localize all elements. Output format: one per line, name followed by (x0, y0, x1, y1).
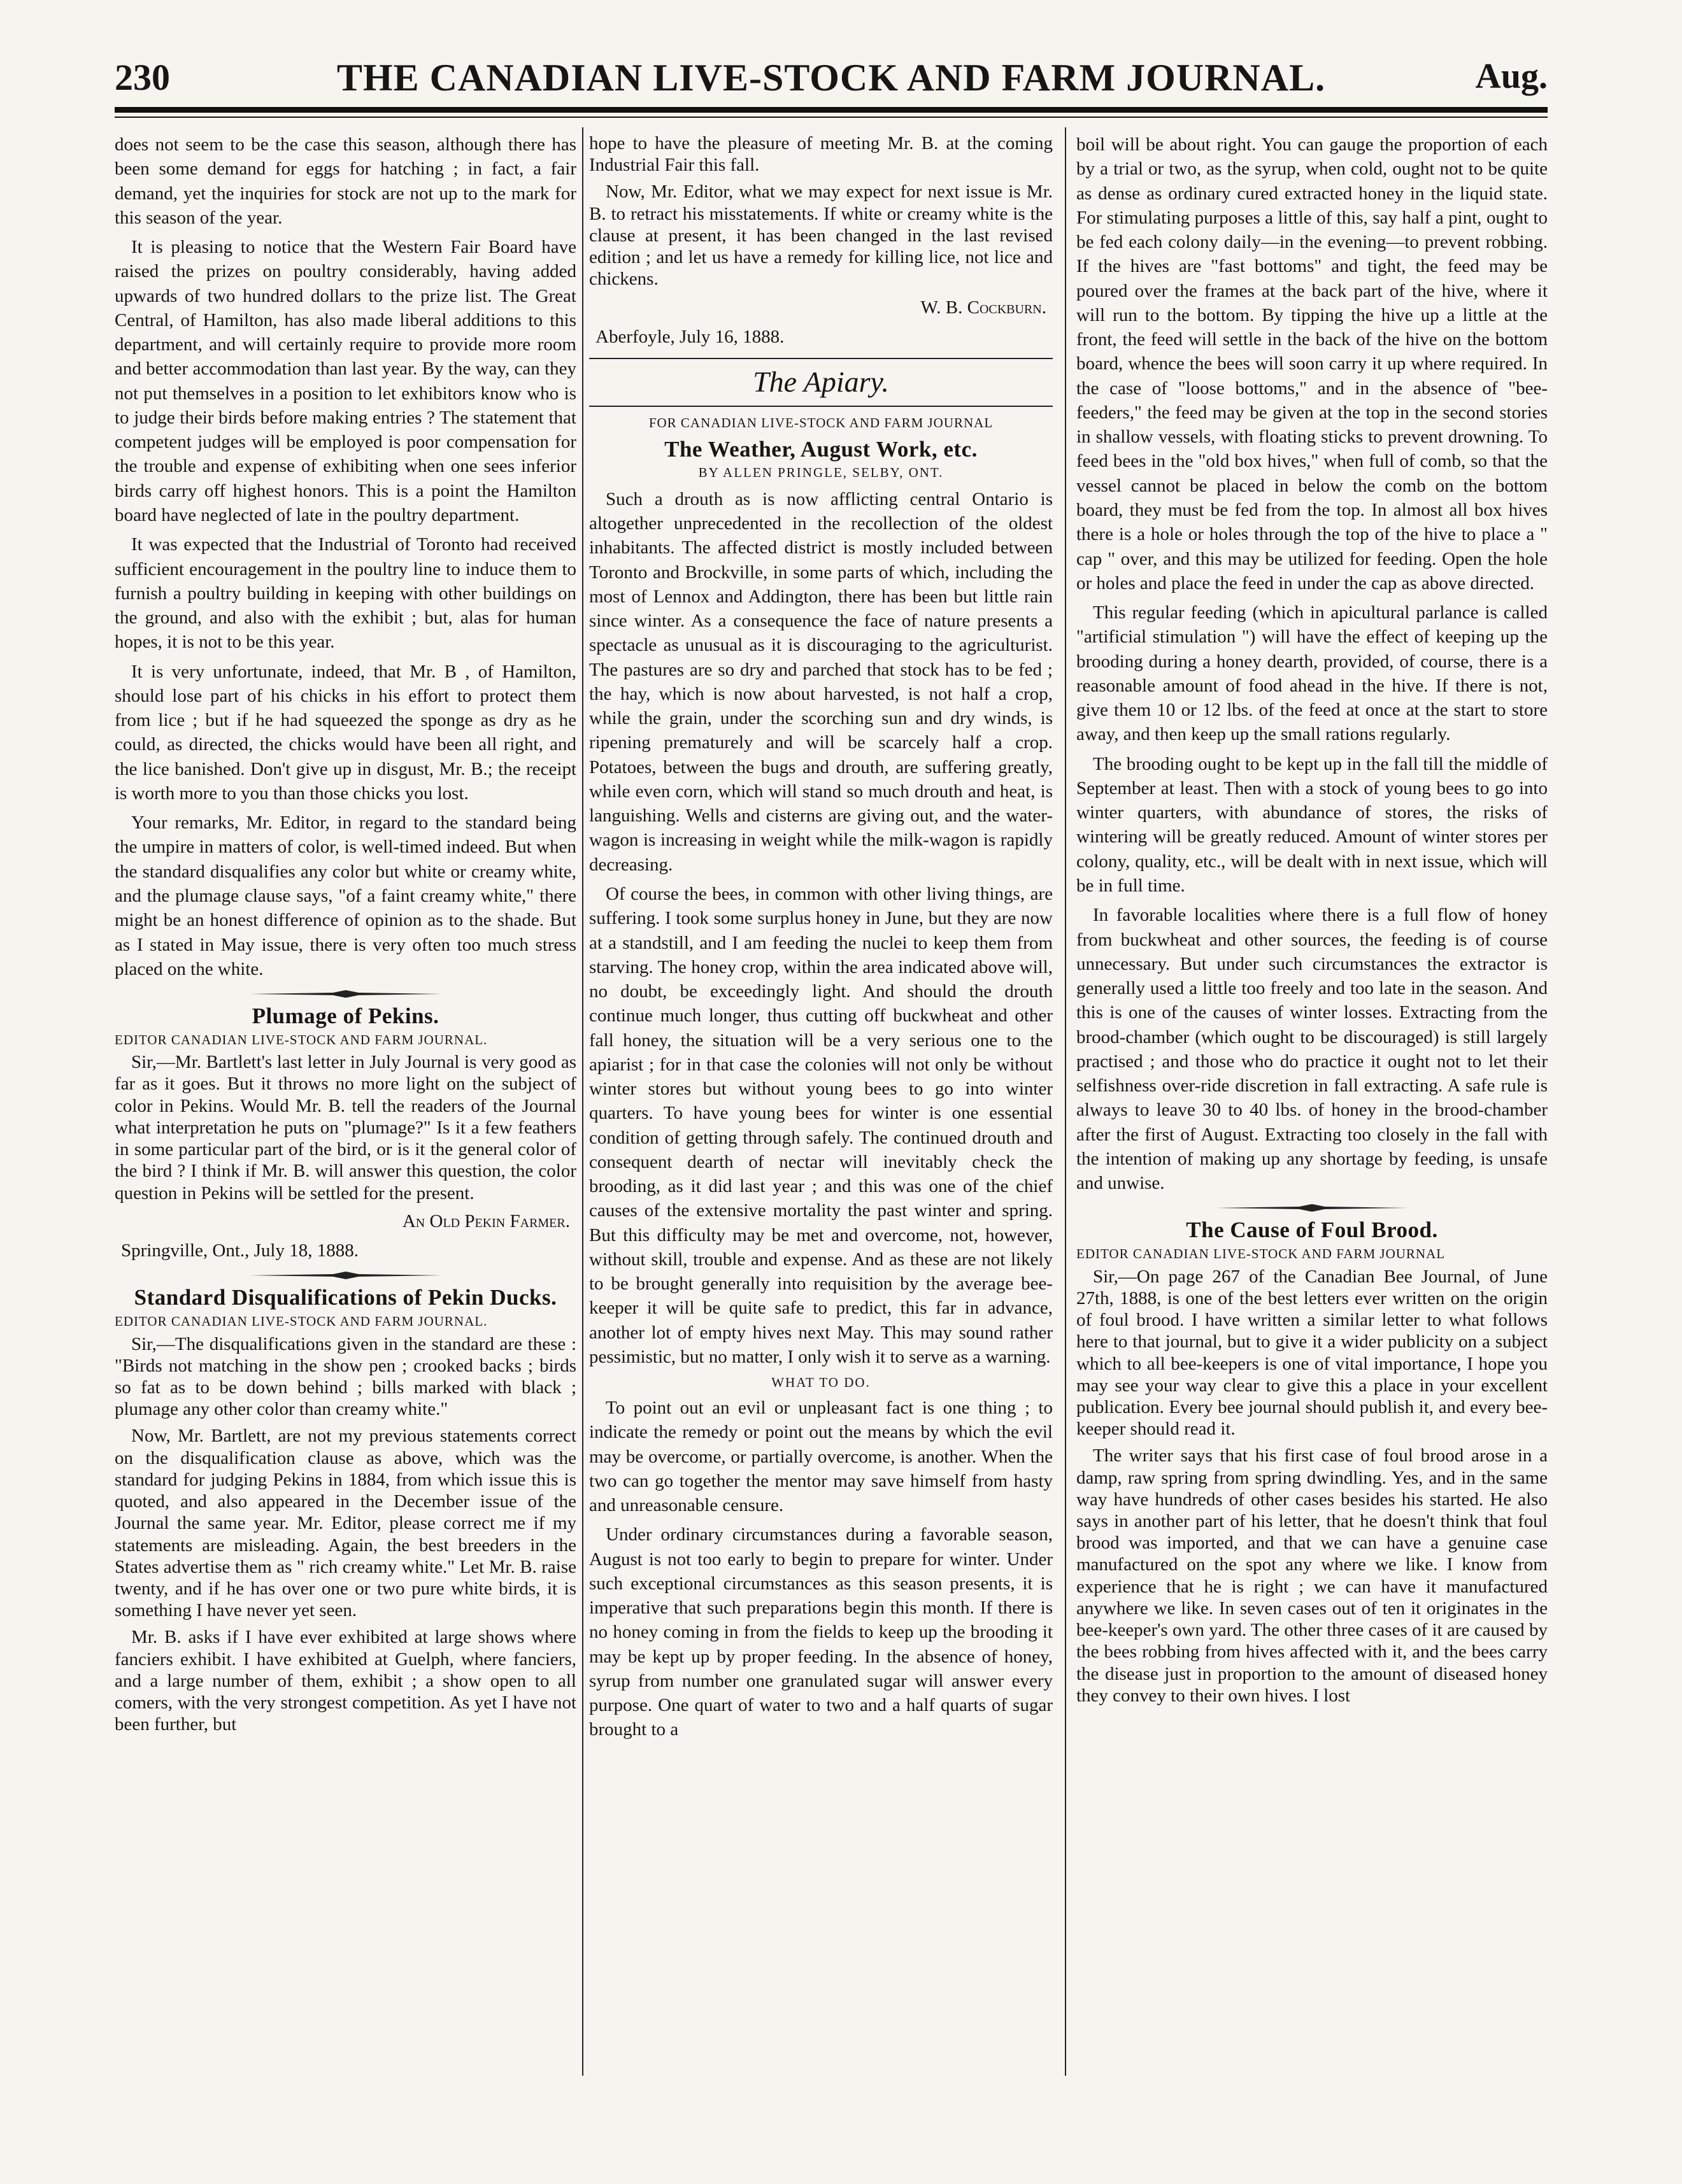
paragraph: In favorable localities where there is a full flow of honey from buckwheat and other sources, the feeding is of course unnecessary. But under such circumstances the extractor is generally used a little too freely and too late in the season. And this is one of the causes of winter losses. Extracting from the brood-chamber (which ought to be discouraged) is still largely practised ; and those who do practice it ought not to let their selfishness over-ride discretion in fall extracting. A safe rule is always to leave 30 to 40 lbs. of honey in the brood-chamber after the first of August. Extracting too closely in the fall with the intention of making up any shortage by feeding, is unsafe and unwise. (1076, 905, 1548, 1194)
signature: W. B. Cockburn. (920, 297, 1046, 318)
byline: BY ALLEN PRINGLE, SELBY, ONT. (698, 465, 944, 480)
letter-paragraph: Now, Mr. Bartlett, are not my previous statements correct on the disqualification clause as above, which was the standard for judging Pekins in 1884, from which issue this is quoted, and also appeared in the December issue of the Journal the same year. Mr. Editor, please correct me if my statements are misleading. Again, the best breeders in the States advertise them as " rich creamy white." Let Mr. B. raise twenty, and if he has over one or two pure white birds, it is something I have never yet seen. (115, 1426, 576, 1621)
letter-paragraph: Sir,—Mr. Bartlett's last letter in July Journal is very good as far as it goes. But it throws no more light on the subject of color in Pekins. Would Mr. B. tell the readers of the Journal what interpretation he puts on "plumage?" Is it a few feathers in some particular part of the bird, or is it the general color of the bird ? I think if Mr. B. will answer this question, the color question in Pekins will be settled for the present. (115, 1052, 576, 1203)
letter-paragraph: Sir,—The disqualifications given in the standard are these : "Birds not matching in the show pen ; crooked backs ; birds so fat as to be down behind ; bills marked with black ; plumage any other color than creamy white." (115, 1333, 576, 1420)
issue-month: Aug. (1475, 57, 1548, 96)
column-2 (589, 132, 1053, 1747)
journal-title: THE CANADIAN LIVE-STOCK AND FARM JOURNAL. (336, 57, 1326, 99)
for-journal-line: FOR CANADIAN LIVE-STOCK AND FARM JOURNAL (648, 415, 994, 430)
column-divider-1 (582, 127, 583, 2076)
paragraph: Now, Mr. Editor, what we may expect for next issue is Mr. B. to retract his misstatements. If white or creamy white is the clause at present, it has been changed in the last revised edition ; and let us have a remedy for killing lice, not lice and chickens. (589, 181, 1053, 290)
editor-salutation: EDITOR CANADIAN LIVE-STOCK AND FARM JOURNAL (1076, 1245, 1446, 1261)
column-1 (115, 132, 576, 1740)
paragraph: This regular feeding (which in apicultural parlance is called "artificial stimulation ") will have the effect of keeping up the brooding during a honey dearth, provided, of course, there is a reasonable amount of food ahead in the hive. If there is not, give them 10 or 12 lbs. of the feed at once at the start to store away, and then keep up the small rations regularly. (1076, 602, 1548, 745)
editor-salutation: EDITOR CANADIAN LIVE-STOCK AND FARM JOURNAL. (115, 1032, 488, 1047)
paragraph: Such a drouth as is now afflicting central Ontario is altogether unprecedented in the recollection of the oldest inhabitants. The affected district is mostly included between Toronto and Brockville, in some parts of which, including the most of Lennox and Addington, there has been but little rain since winter. As a consequence the face of nature presents a spectacle as unusual as it is discouraging to the agriculturist. The pastures are so dry and parched that stock has to be fed ; the hay, which is now about harvested, is not half a crop, while the grain, under the scorching sun and dry winds, is ripening prematurely and will be scarcely half a crop. Potatoes, between the bugs and drouth, are suffering greatly, while even corn, which will stand so much drouth and heat, is languishing. Wells and cisterns are giving out, and the water-wagon is increasing in weight while the milk-wagon is rapidly decreasing. (589, 488, 1053, 875)
paragraph: Of course the bees, in common with other living things, are suffering. I took some surplus honey in June, but they are now at a standstill, and I am feeding the nuclei to keep them from starving. The honey crop, within the area indicated above will, no doubt, be exceedingly light. And should the drouth continue much longer, thus cutting off buckwheat and other fall honey, the situation will be a very serious one to the apiarist ; for in that case the colonies will not only be without winter stores but without young bees to go into winter quarters. To have young bees for winter is one essential condition of getting through safely. The continued drouth and consequent dearth of nectar will inevitably check the brooding, as it did last year ; and this was one of the chief causes of the extensive mortality the past winter and spring. But this difficulty may be met and overcome, not, however, without skill, trouble and expense. And as these are not likely to be brought generally into requisition by the average bee-keeper it will be quite safe to predict, this far in advance, another lot of empty hives next May. This may sound rather pessimistic, but no matter, I only wish it to serve as a warning. (589, 883, 1053, 1368)
article-heading-cause-of-foul-brood: The Cause of Foul Brood. (1186, 1217, 1438, 1243)
paragraph: boil will be about right. You can gauge the proportion of each by a trial or two, as the syrup, when cold, ought not to be quite as dense as ordinary cured extracted honey in the liquid state. For stimulating purposes a little of this, say half a pint, ought to be fed each colony daily—in the evening—to prevent robbing. If the hives are "fast bottoms" and tight, the feed may be poured over the frames at the back part of the hive, where it will run to the bottom. By tipping the hive up a little at the front, the feed will settle in the back of the hive on the bottom board, whence the bees will soon carry it up where required. In the case of "loose bottoms," and in the absence of "bee-feeders," the feed may be given at the top in the second stories in shallow vessels, with floating sticks to prevent drowning. To feed bees in the "old box hives," when full of comb, so that the vessel cannot be placed in below the comb on the bottom board, they must be fed from the top. In almost all box hives there is a hole or holes through the top of the hive to place a " cap " over, and this may be utilized for feeding. Open the hole or holes and place the feed in under the cap as above directed. (1076, 134, 1548, 593)
dateline: Springville, Ont., July 18, 1888. (121, 1240, 359, 1261)
ornamental-rule (250, 1272, 441, 1279)
paragraph: does not seem to be the case this season, although there has been some demand for eggs for hatching ; in fact, a fair demand, yet the inquiries for stock are not up to the mark for this season of the year. (115, 134, 576, 228)
ornamental-rule (250, 990, 441, 998)
dateline: Aberfoyle, July 16, 1888. (595, 326, 785, 347)
masthead (115, 56, 1548, 101)
article-heading-standard-disqualifications: Standard Disqualifications of Pekin Ducks. (134, 1285, 557, 1310)
column-divider-2 (1065, 127, 1066, 2076)
page-number: 230 (115, 57, 170, 98)
paragraph: It was expected that the Industrial of Toronto had received sufficient encouragement in the poultry line to induce them to furnish a poultry building in keeping with other buildings on the ground, and also with the exhibit ; but, alas for human hopes, it is not to be this year. (115, 534, 576, 653)
editor-salutation: EDITOR CANADIAN LIVE-STOCK AND FARM JOURNAL. (115, 1313, 488, 1329)
article-heading-weather-august-work: The Weather, August Work, etc. (664, 436, 978, 462)
letter-paragraph: Sir,—On page 267 of the Canadian Bee Journal, of June 27th, 1888, is one of the best letters ever written on the origin of foul brood. I have written a similar letter to what follows here to that journal, but to give it a wider publicity on a subject which to all bee-keepers is one of vital importance, I hope you may see your way clear to give this a place in your excellent publication. Every bee journal should publish it, and every bee-keeper should read it. (1076, 1266, 1548, 1440)
letter-paragraph: Mr. B. asks if I have ever exhibited at large shows where fanciers exhibit. I have exhibited at Guelph, where fanciers, and a large number of them, exhibit ; a show open to all comers, with the very strongest competition. As yet I have not been further, but (115, 1627, 576, 1735)
paragraph: Under ordinary circumstances during a favorable season, August is not too early to begin to prepare for winter. Under such exceptional circumstances as this season presents, it is imperative that such preparations begin this month. If there is no honey coming in from the fields to keep up the brooding it may be kept up by proper feeding. In the absence of honey, syrup from number one granulated sugar will answer every purpose. One quart of water to two and a half quarts of sugar brought to a (589, 1524, 1053, 1740)
subheading-what-to-do: WHAT TO DO. (771, 1375, 871, 1391)
paragraph: Your remarks, Mr. Editor, in regard to the standard being the umpire in matters of color, is well-timed indeed. But when the standard disqualifies any color but white or creamy white, and the plumage clause says, "of a faint creamy white," there might be an honest difference of opinion as to the shade. But as I stated in May issue, there is very often too much stress placed on the white. (115, 812, 576, 979)
paragraph: The brooding ought to be kept up in the fall till the middle of September at least. Then with a stock of young bees to go into winter quarters, with abundance of stores, the risks of wintering will be greatly reduced. Amount of winter stores per colony, quality, etc., will be dealt with in next issue, which will be in full time. (1076, 753, 1548, 896)
letter-paragraph: The writer says that his first case of foul brood arose in a damp, raw spring from spring dwindling. Yes, and in the same way have hundreds of other cases besides his started. He also says in another part of his letter, that he doesn't think that foul brood was imported, and that we can have a genuine case manufactured on the spot any where we like. I know from experience that he is right ; we can have it manufactured anywhere we like. In seven cases out of ten it originates in the bee-keeper's own yard. The other three cases of it are caused by the bees robbing from hives affected with it, and the bees carry the disease just in proportion to the amount of diseased honey they convey to their own hives. I lost (1076, 1445, 1548, 1706)
paragraph: It is very unfortunate, indeed, that Mr. B , of Hamilton, should lose part of his chicks in his effort to protect them from lice ; but if he had squeezed the sponge as dry as he could, as directed, the chicks would have been all right, and the lice banished. Don't give up in disgust, Mr. B.; the receipt is worth more to you than those chicks you lost. (115, 661, 576, 804)
section-heading-the-apiary: The Apiary. (589, 358, 1053, 407)
paragraph: To point out an evil or unpleasant fact is one thing ; to indicate the remedy or point out the means by which the evil may be overcome, or partially overcome, is another. When the two can go together the mentor may save himself from hasty and unreasonable censure. (589, 1398, 1053, 1516)
masthead-rule-thin (115, 117, 1548, 118)
article-heading-plumage-of-pekins: Plumage of Pekins. (252, 1003, 439, 1029)
masthead-rule-thick (115, 107, 1548, 113)
paragraph: hope to have the pleasure of meeting Mr. B. at the coming Industrial Fair this fall. (589, 133, 1053, 176)
paragraph: It is pleasing to notice that the Western Fair Board have raised the prizes on poultry considerably, having added upwards of two hundred dollars to the prize list. The Great Central, of Hamilton, has also made liberal additions to this department, and will certainly require to provide more room and better accommodation than last year. By the way, can they not put themselves in a position to let exhibitors know who is to judge their birds before making entries ? The statement that competent judges will be employed is poor compensation for the trouble and expense of exhibiting when one sees inferior birds carry off highest honors. This is a point the Hamilton board have neglected of late in the poultry department. (115, 237, 576, 525)
ornamental-rule (1216, 1204, 1408, 1212)
signature: An Old Pekin Farmer. (402, 1210, 570, 1231)
column-3 (1076, 132, 1548, 1712)
